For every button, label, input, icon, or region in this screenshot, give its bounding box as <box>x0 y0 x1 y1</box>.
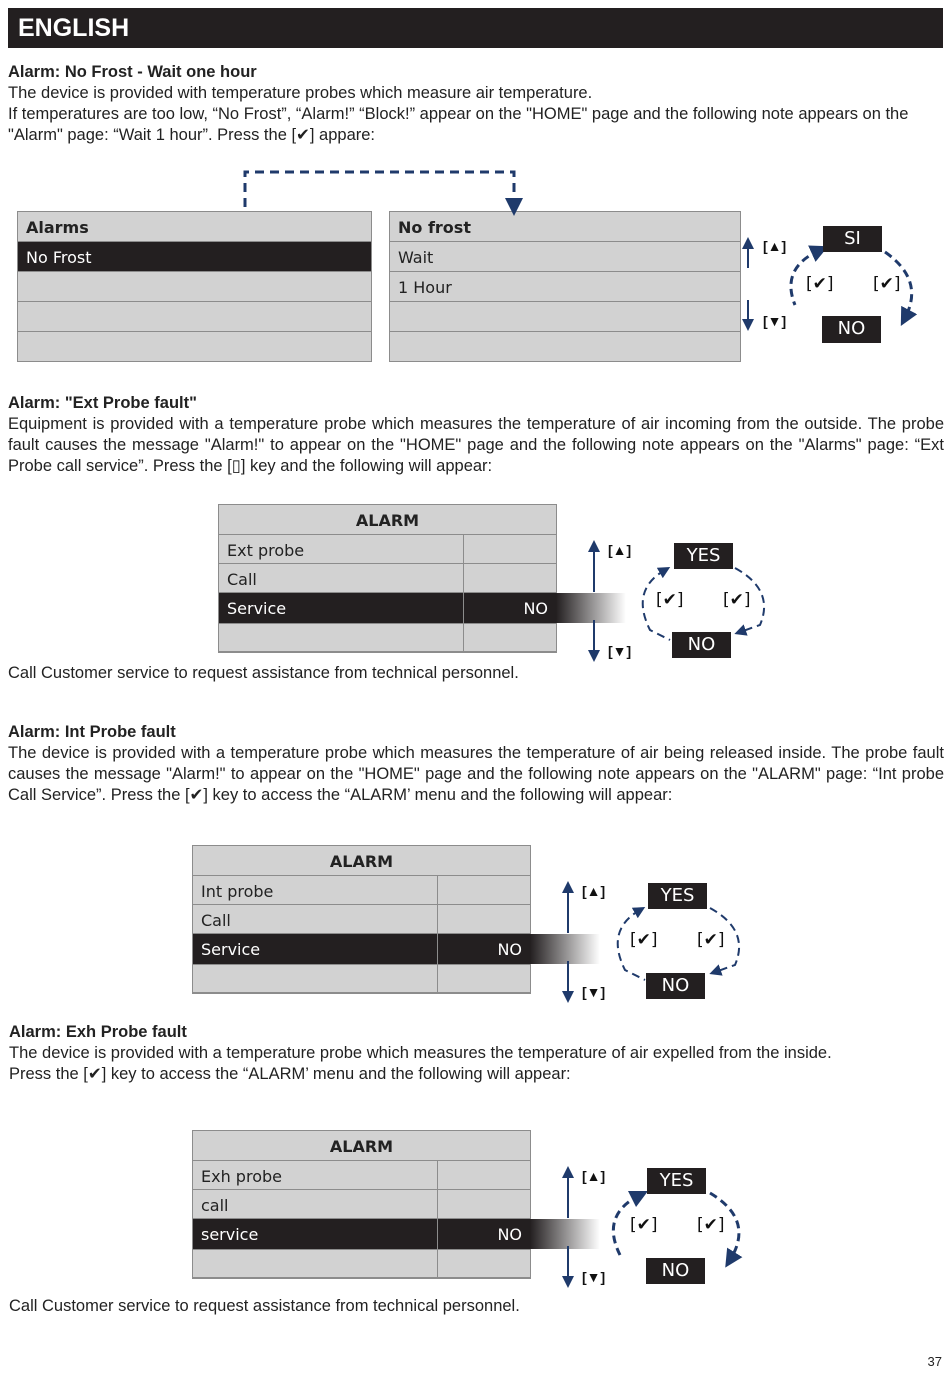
screen-row: Int probe <box>193 876 530 905</box>
check-key-icon: [✔] <box>630 930 658 950</box>
section-text: The device is provided with a temperature probe which measures the temperature of air being released inside. The probe fault causes the message "Alarm!" to appear on the "HOME" page and the following note appears on the "ALARM" page: “Int probe Call Service”. Press the [✔] key to access the “ALARM’ menu and the following will appear: <box>8 744 944 804</box>
up-key-icon: [▲] <box>582 1168 606 1184</box>
section-text: The device is provided with a temperature probe which measures the temperature of air expelled from the inside. <box>9 1044 832 1062</box>
section-text: Press the [✔] key to access the “ALARM’ menu and the following will appear: <box>9 1065 571 1083</box>
up-key-icon: [▲] <box>763 238 787 254</box>
section-text: The device is provided with temperature probes which measure air temperature. <box>8 84 593 102</box>
screen-row: 1 Hour <box>390 272 740 302</box>
screen-row: No frost <box>390 212 740 242</box>
yes-button[interactable]: YES <box>674 543 733 569</box>
screen-row: Exh probe <box>193 1161 530 1190</box>
screen-value: NO <box>497 1225 522 1244</box>
check-key-icon: [✔] <box>723 590 751 610</box>
screen-title-row: ALARM <box>193 1131 530 1161</box>
no-button[interactable]: NO <box>672 632 731 658</box>
no-button[interactable]: NO <box>646 973 705 999</box>
screen-row: Call <box>219 564 556 593</box>
screen-value: NO <box>497 940 522 959</box>
check-key-icon: [✔] <box>806 274 834 294</box>
screen-row: Ext probe <box>219 535 556 564</box>
screen-title-row: ALARM <box>219 505 556 535</box>
section-heading: Alarm: Exh Probe fault <box>9 1023 187 1041</box>
screen-row-selected: No Frost <box>18 242 371 272</box>
screen-value: NO <box>523 599 548 618</box>
check-key-icon: [✔] <box>630 1215 658 1235</box>
down-key-icon: [▼] <box>763 313 787 329</box>
section-heading: Alarm: Int Probe fault <box>8 723 176 741</box>
screen-row: Wait <box>390 242 740 272</box>
screen-row-selected: service NO <box>193 1219 530 1250</box>
check-key-icon: [✔] <box>656 590 684 610</box>
connector-arrow <box>245 172 514 207</box>
check-key-icon: [✔] <box>697 930 725 950</box>
section-text: If temperatures are too low, “No Frost”, “Alarm!” “Block!” appear on the "HOME" page and the following note appears on the "Alarm" page: “Wait 1 hour”. Press the [✔] appare: <box>8 105 909 144</box>
screen-row: Call <box>193 905 530 934</box>
down-key-icon: [▼] <box>582 984 606 1000</box>
check-key-icon: [✔] <box>873 274 901 294</box>
check-key-icon: [✔] <box>697 1215 725 1235</box>
screen-row: call <box>193 1190 530 1219</box>
ext-note: Call Customer service to request assistance from technical personnel. <box>8 664 519 682</box>
screen-row-selected: Service NO <box>219 593 556 624</box>
section-heading: Alarm: No Frost - Wait one hour <box>8 63 257 81</box>
screen-row: Alarms <box>18 212 371 242</box>
screen-row-selected: Service NO <box>193 934 530 965</box>
page-number: 37 <box>927 1354 942 1369</box>
no-button[interactable]: NO <box>646 1258 705 1284</box>
section-heading: Alarm: "Ext Probe fault" <box>8 394 197 412</box>
yes-button[interactable]: YES <box>648 883 707 909</box>
si-button[interactable]: SI <box>823 226 882 252</box>
up-key-icon: [▲] <box>608 542 632 558</box>
section-text: Equipment is provided with a temperature probe which measures the temperature of air incoming from the outside. The probe fault causes the message "Alarm!" to appear on the "HOME" page and the following note appears on the "Alarms" page: “Ext Probe call service”. Press the [▯] key and the following will appear: <box>8 415 944 475</box>
down-key-icon: [▼] <box>608 643 632 659</box>
up-key-icon: [▲] <box>582 883 606 899</box>
exh-note: Call Customer service to request assistance from technical personnel. <box>9 1297 520 1315</box>
yes-button[interactable]: YES <box>647 1168 706 1194</box>
screen-title-row: ALARM <box>193 846 530 876</box>
no-button[interactable]: NO <box>822 316 881 343</box>
page-header-title: ENGLISH <box>18 14 130 42</box>
down-key-icon: [▼] <box>582 1269 606 1285</box>
